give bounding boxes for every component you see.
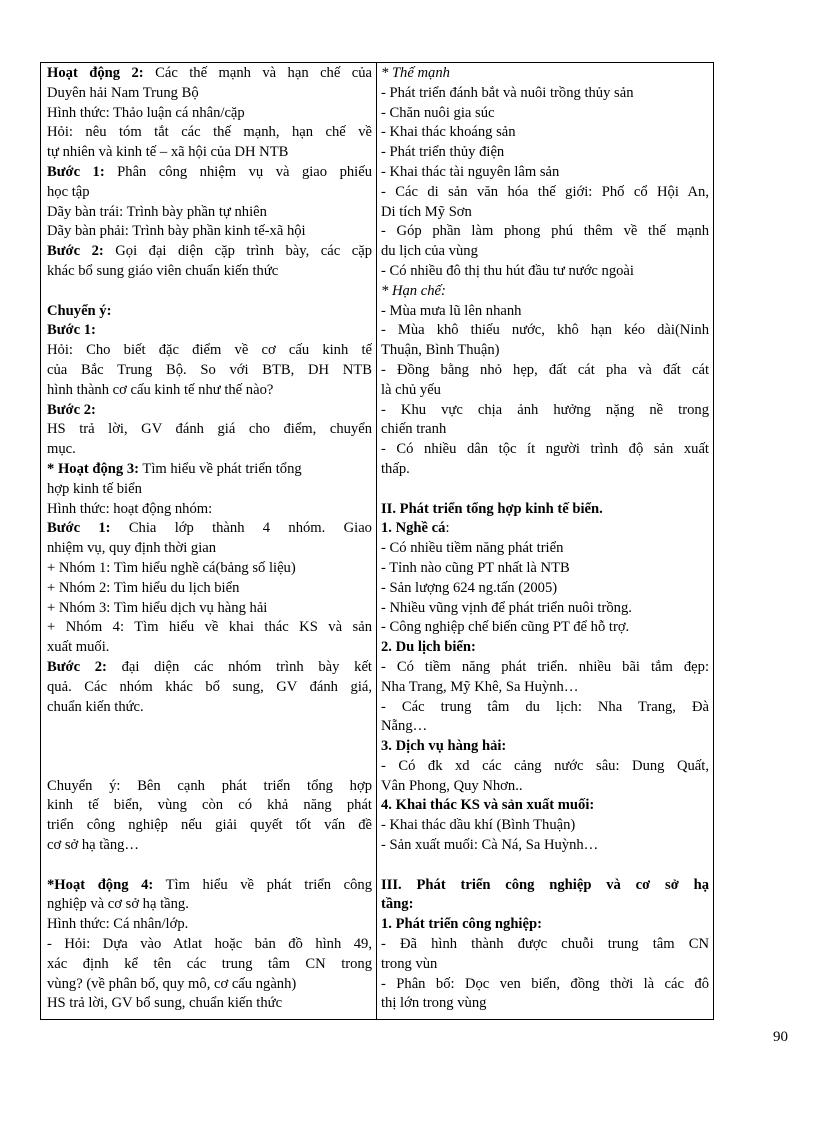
left-line: của Bắc Trung Bộ. So với BTB, DH NTB: [47, 361, 372, 378]
lesson-table: [40, 62, 714, 1020]
left-line: chuẩn kiến thức.: [47, 698, 144, 715]
spacer: [47, 757, 372, 777]
right-line: Di tích Mỹ Sơn: [381, 203, 472, 220]
spacer: [381, 480, 709, 500]
right-line: - Có nhiều tiềm năng phát triển: [381, 540, 564, 557]
left-line: Chuyển ý:: [47, 302, 112, 319]
right-line: - Khai thác tài nguyên lâm sản: [381, 163, 560, 180]
right-line: 2. Du lịch biển:: [381, 639, 476, 656]
right-line: - Sản xuất muối: Cà Ná, Sa Huỳnh…: [381, 837, 599, 854]
right-line: Thuận, Bình Thuận): [381, 342, 500, 359]
left-line: + Nhóm 3: Tìm hiểu dịch vụ hàng hải: [47, 599, 268, 616]
left-line: hợp kinh tế biển: [47, 480, 142, 497]
left-line: - Hỏi: Dựa vào Atlat hoặc bản đồ hình 49,: [47, 936, 372, 953]
left-line: mục.: [47, 441, 76, 458]
left-line: Bước 2:: [47, 401, 96, 418]
section-heading: III. Phát triển công nghiệp và cơ sở hạ: [381, 876, 709, 893]
left-line: Hình thức: Cá nhân/lớp.: [47, 916, 189, 933]
right-line: thị lớn trong vùng: [381, 995, 487, 1012]
right-line: - Mùa mưa lũ lên nhanh: [381, 302, 522, 319]
right-line: chiến tranh: [381, 421, 447, 438]
left-line: HS trả lời, GV đánh giá cho điểm, chuyển: [47, 421, 372, 438]
left-line: khác bổ sung giáo viên chuẩn kiến thức: [47, 262, 279, 279]
left-line: xuất muối.: [47, 639, 110, 656]
right-line: thấp.: [381, 460, 410, 477]
right-line: - Góp phần làm phong phú thêm về thế mạnh: [381, 223, 709, 240]
left-line: kinh tế biển, vùng còn có khả năng phát: [47, 797, 372, 814]
left-line: Dãy bàn trái: Trình bày phần tự nhiên: [47, 203, 267, 220]
left-line: Hỏi: Cho biết đặc điểm về cơ cấu kinh tế: [47, 342, 372, 359]
right-line: - Khai thác khoáng sản: [381, 124, 516, 141]
left-line: Hỏi: nêu tóm tắt các thế mạnh, hạn chế về: [47, 124, 372, 141]
left-line: * Hoạt động 3: Tìm hiểu về phát triển tổng: [47, 460, 302, 477]
left-line: Bước 2: đại diện các nhóm trình bày kết: [47, 658, 372, 675]
left-line: triển công nghiệp nếu giải quyết tốt vấn đề: [47, 817, 372, 834]
right-line: là chủ yếu: [381, 381, 441, 398]
left-line: học tập: [47, 183, 90, 200]
left-line: xác định kể tên các trung tâm CN trong: [47, 955, 372, 972]
right-line: 3. Dịch vụ hàng hải:: [381, 738, 507, 755]
right-line: 1. Nghề cá:: [381, 520, 450, 537]
left-line: + Nhóm 4: Tìm hiểu về khai thác KS và sản: [47, 619, 372, 636]
right-line: * Thế mạnh: [381, 65, 450, 81]
right-line: - Có nhiều dân tộc ít người trình độ sản xuất: [381, 441, 709, 458]
left-line: Bước 1: Phân công nhiệm vụ và giao phiếu: [47, 163, 372, 180]
right-line: - Phát triển đánh bắt và nuôi trồng thủy sản: [381, 84, 634, 101]
left-line: hình thành cơ cấu kinh tế như thế nào?: [47, 381, 274, 398]
right-line: - Các di sản văn hóa thế giới: Phố cổ Hội An,: [381, 183, 709, 200]
right-line: 4. Khai thác KS và sản xuất muối:: [381, 797, 595, 814]
left-line: quả. Các nhóm khác bổ sung, GV đánh giá,: [47, 678, 372, 695]
teacher-activities-column: [41, 63, 377, 1019]
right-line: - Chăn nuôi gia súc: [381, 104, 495, 121]
right-line: - Các trung tâm du lịch: Nha Trang, Đà: [381, 698, 709, 715]
right-line: 1. Phát triển công nghiệp:: [381, 916, 542, 933]
left-line: Bước 1: Chia lớp thành 4 nhóm. Giao: [47, 520, 372, 537]
left-line: *Hoạt động 4: Tìm hiểu về phát triển công: [47, 876, 372, 893]
spacer: [47, 856, 372, 876]
left-line: Duyên hải Nam Trung Bộ: [47, 84, 199, 101]
right-line: Vân Phong, Quy Nhơn..: [381, 777, 523, 794]
right-line: - Tỉnh nào cũng PT nhất là NTB: [381, 559, 570, 576]
section-heading: II. Phát triển tổng hợp kinh tế biển.: [381, 500, 603, 517]
left-line: Chuyển ý: Bên cạnh phát triển tổng hợp: [47, 777, 372, 794]
content-column: [377, 63, 713, 1019]
left-line: + Nhóm 1: Tìm hiểu nghề cá(bảng số liệu): [47, 559, 296, 576]
left-line: + Nhóm 2: Tìm hiểu du lịch biển: [47, 579, 240, 596]
left-line: nghiệp và cơ sở hạ tầng.: [47, 896, 189, 913]
section-heading: tầng:: [381, 896, 414, 913]
right-line: - Sản lượng 624 ng.tấn (2005): [381, 579, 558, 596]
left-line: cơ sở hạ tầng…: [47, 837, 140, 854]
right-line: trong vùn: [381, 955, 438, 972]
left-line: Hình thức: hoạt động nhóm:: [47, 500, 213, 517]
right-line: - Khai thác dầu khí (Bình Thuận): [381, 817, 576, 834]
left-line: Dãy bàn phải: Trình bày phần kinh tế-xã hội: [47, 223, 306, 240]
left-line: Bước 2: Gọi đại diện cặp trình bày, các cặp: [47, 243, 372, 260]
right-line: - Đồng bằng nhỏ hẹp, đất cát pha và đất cát: [381, 361, 709, 378]
right-line: - Công nghiệp chế biến cũng PT để hỗ trợ.: [381, 619, 630, 636]
left-line: Hoạt động 2: Các thế mạnh và hạn chế của: [47, 65, 372, 81]
left-line: vùng? (về phân bố, quy mô, cơ cấu ngành): [47, 975, 297, 992]
spacer: [47, 717, 372, 757]
right-line: - Có nhiều đô thị thu hút đầu tư nước ngoài: [381, 262, 634, 279]
right-line: Nẵng…: [381, 718, 428, 735]
spacer: [381, 856, 709, 876]
right-line: du lịch của vùng: [381, 243, 478, 260]
left-line: nhiệm vụ, quy định thời gian: [47, 540, 217, 557]
right-line: - Khu vực chịa ảnh hưởng nặng nề trong: [381, 401, 709, 418]
right-line: - Đã hình thành được chuỗi trung tâm CN: [381, 936, 709, 953]
page-number: 90: [773, 1029, 788, 1045]
right-line: * Hạn chế:: [381, 282, 446, 299]
left-line: HS trả lời, GV bổ sung, chuẩn kiến thức: [47, 995, 283, 1012]
right-line: - Phát triển thủy điện: [381, 144, 505, 161]
left-line: Bước 1:: [47, 322, 96, 339]
right-line: - Phân bố: Dọc ven biển, đồng thời là các đô: [381, 975, 709, 992]
right-line: - Mùa khô thiếu nước, khô hạn kéo dài(Ninh: [381, 322, 709, 339]
left-line: tự nhiên và kinh tế – xã hội của DH NTB: [47, 144, 289, 161]
right-line: Nha Trang, Mỹ Khê, Sa Huỳnh…: [381, 678, 579, 695]
right-line: - Có tiềm năng phát triển. nhiều bãi tắm đẹp:: [381, 658, 709, 675]
right-line: - Nhiều vũng vịnh để phát triển nuôi trồng.: [381, 599, 632, 616]
spacer: [47, 282, 372, 302]
right-line: - Có đk xd các cảng nước sâu: Dung Quất,: [381, 757, 709, 774]
left-line: Hình thức: Thảo luận cá nhân/cặp: [47, 104, 245, 121]
